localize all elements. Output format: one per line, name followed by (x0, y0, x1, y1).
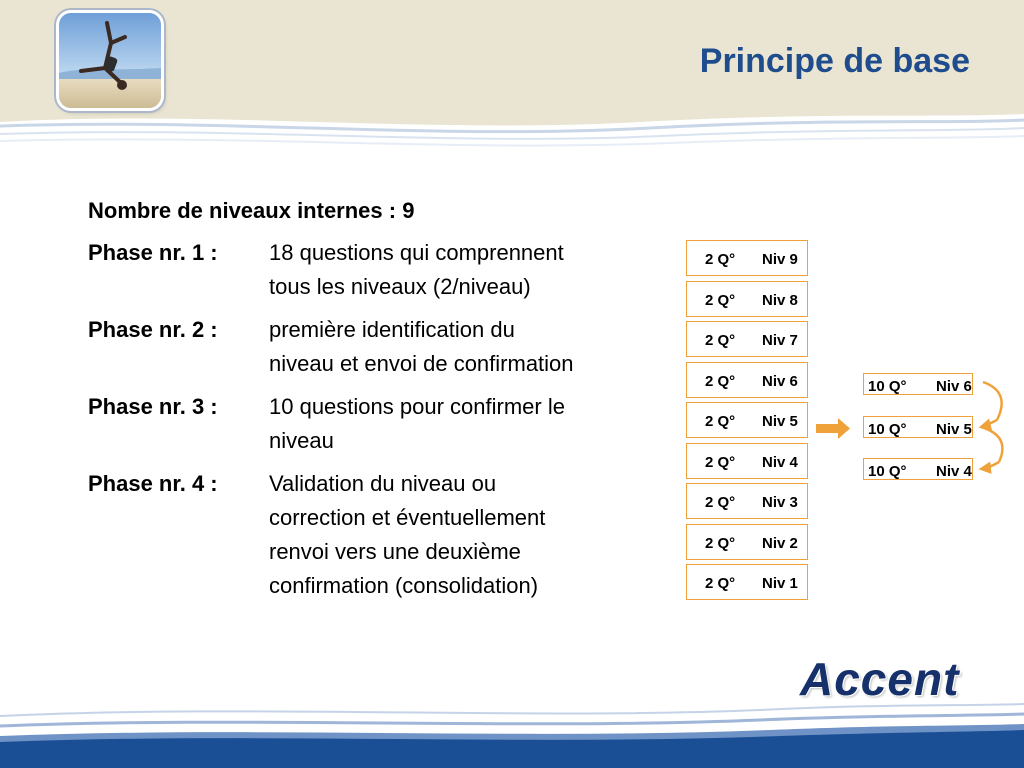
level-questions: 2 Q° (705, 535, 736, 552)
level-box-1 (686, 564, 808, 600)
phase-line: renvoi vers une deuxième (269, 539, 521, 564)
confirm-questions: 10 Q° (868, 421, 907, 438)
level-box-4 (686, 443, 808, 479)
level-questions: 2 Q° (705, 413, 736, 430)
level-questions: 2 Q° (705, 575, 736, 592)
curve-arrow-icon (981, 420, 997, 427)
phase-label: Phase nr. 2 : (88, 317, 218, 342)
confirm-level: Niv 5 (936, 421, 972, 438)
curve-arrow-icon (981, 462, 999, 469)
level-questions: 2 Q° (705, 494, 736, 511)
confirm-questions: 10 Q° (868, 378, 907, 395)
level-questions: 2 Q° (705, 251, 736, 268)
accent-logo: Accent (800, 653, 960, 705)
arrow-right-icon (816, 418, 850, 439)
level-label: Niv 9 (762, 251, 798, 268)
level-box-9 (686, 240, 808, 276)
header-photo-logo (59, 13, 161, 108)
header-waves (0, 108, 1024, 168)
level-questions: 2 Q° (705, 454, 736, 471)
level-box-2 (686, 524, 808, 560)
level-box-8 (686, 281, 808, 317)
level-label: Niv 3 (762, 494, 798, 511)
phase-line: confirmation (consolidation) (269, 573, 539, 598)
phase-label: Phase nr. 4 : (88, 471, 218, 496)
footer-waves (0, 690, 1024, 768)
level-box-6 (686, 362, 808, 398)
curve-down-icon (981, 427, 1002, 462)
level-label: Niv 5 (762, 413, 798, 430)
phase-3 (88, 390, 678, 458)
phase-line: tous les niveaux (2/niveau) (269, 274, 531, 299)
level-label: Niv 2 (762, 535, 798, 552)
level-label: Niv 4 (762, 454, 798, 471)
confirm-questions: 10 Q° (868, 463, 907, 480)
phase-line: correction et éventuellement (269, 505, 546, 530)
confirm-box-4 (863, 458, 973, 480)
curve-down-icon (983, 382, 1002, 420)
level-label: Niv 7 (762, 332, 798, 349)
phase-line: 10 questions pour confirmer le (269, 394, 565, 419)
confirm-box-5 (863, 416, 973, 438)
levels-count-heading: Nombre de niveaux internes : 9 (88, 198, 415, 223)
phase-line: niveau (269, 428, 334, 453)
confirm-level: Niv 4 (936, 463, 972, 480)
level-label: Niv 1 (762, 575, 798, 592)
phase-description (269, 313, 574, 381)
main-content (88, 196, 678, 612)
level-label: Niv 8 (762, 292, 798, 309)
page-title: Principe de base (699, 42, 970, 80)
confirm-level: Niv 6 (936, 378, 972, 395)
level-questions: 2 Q° (705, 292, 736, 309)
phase-line: 18 questions qui comprennent (269, 240, 564, 265)
level-box-7 (686, 321, 808, 357)
phase-2 (88, 313, 678, 381)
phase-label: Phase nr. 1 : (88, 240, 218, 265)
level-box-5 (686, 402, 808, 438)
confirm-box-6 (863, 373, 973, 395)
phase-description (269, 236, 564, 304)
level-box-3 (686, 483, 808, 519)
level-questions: 2 Q° (705, 332, 736, 349)
phase-line: Validation du niveau ou (269, 471, 497, 496)
phase-description (269, 467, 545, 603)
level-label: Niv 6 (762, 373, 798, 390)
phase-1 (88, 236, 678, 304)
phase-label: Phase nr. 3 : (88, 394, 218, 419)
phase-4 (88, 467, 678, 603)
phase-line: niveau et envoi de confirmation (269, 351, 574, 376)
level-questions: 2 Q° (705, 373, 736, 390)
phase-description (269, 390, 565, 458)
phase-line: première identification du (269, 317, 515, 342)
